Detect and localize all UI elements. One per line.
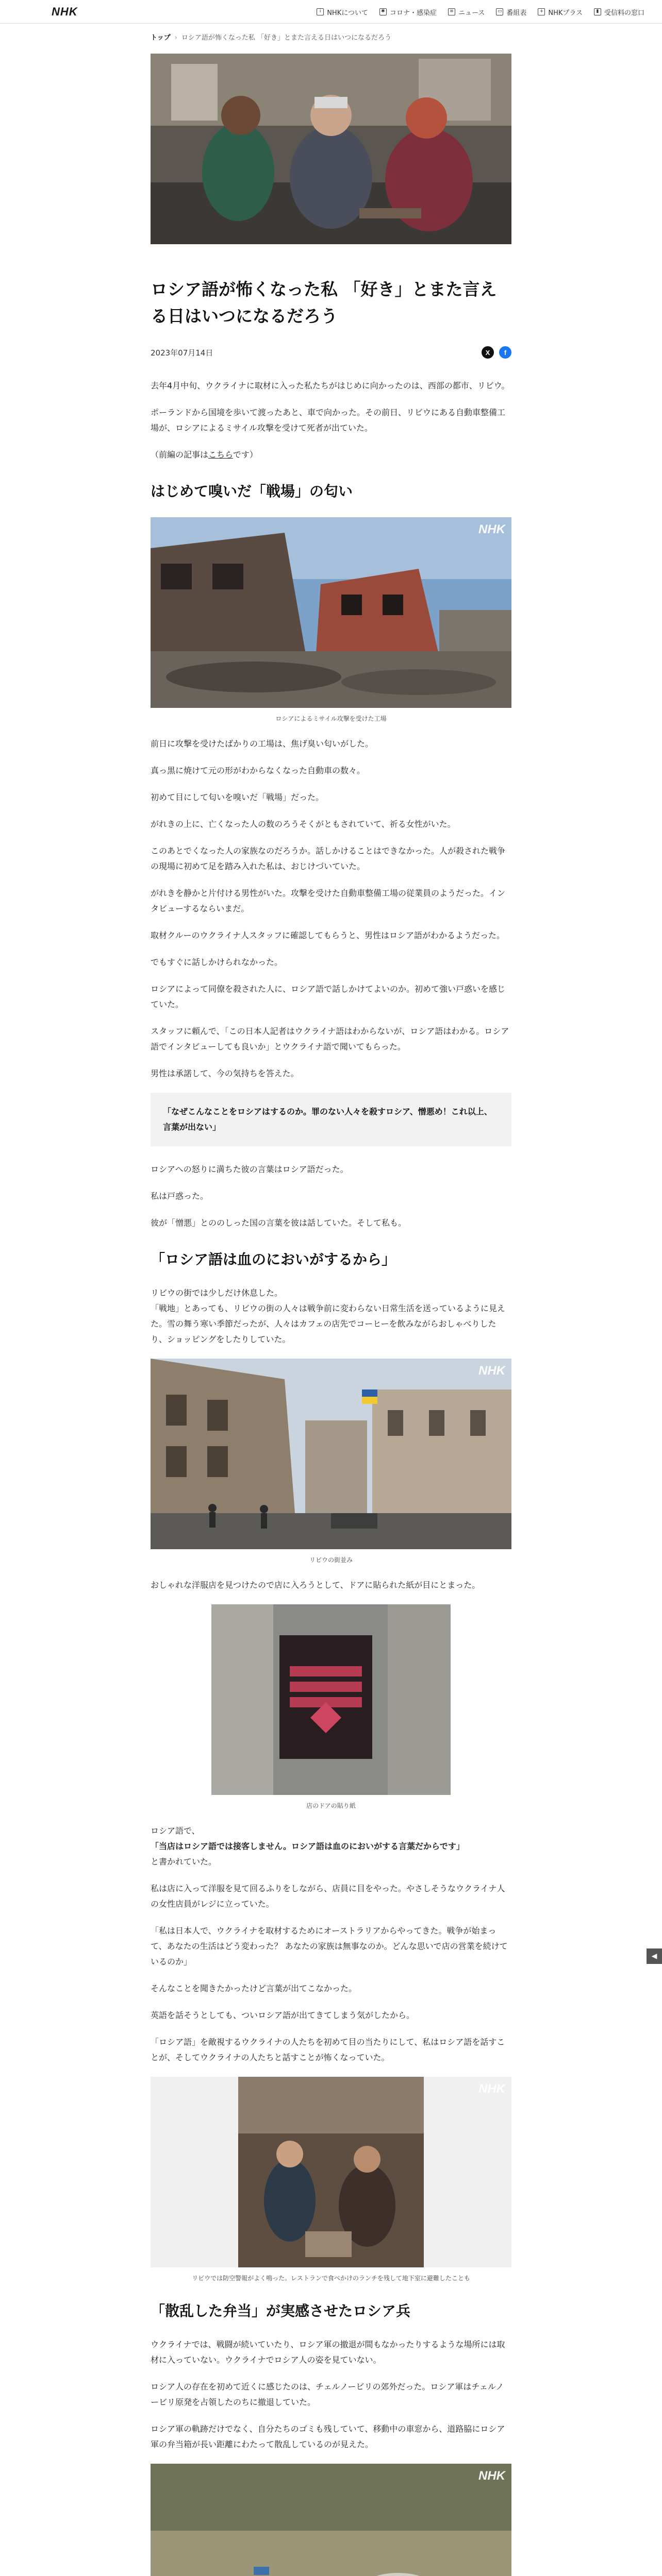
- nhk-watermark: NHK: [478, 2469, 505, 2483]
- nav-label: 番組表: [506, 9, 527, 17]
- tv-icon: ▭: [496, 8, 503, 15]
- publish-date: 2023年07月14日: [151, 348, 213, 358]
- lviv-street-photo: [151, 1359, 511, 1549]
- side-collapse-button[interactable]: ◀: [647, 1948, 662, 1964]
- nhk-logo[interactable]: NHK: [52, 5, 78, 18]
- hero-photo: [151, 54, 511, 244]
- paragraph: 真っ黒に焼けて元の形がわからなくなった自動車の数々。: [151, 766, 366, 775]
- top-nav: [317, 0, 644, 24]
- paragraph: そんなことを聞きたかったけど言葉が出てこなかった。: [151, 1984, 357, 1993]
- nav-label: 受信料の窓口: [604, 9, 644, 17]
- nav-item-schedule[interactable]: [496, 7, 526, 17]
- text: です）: [233, 450, 258, 460]
- paragraph: 私は店に入って洋服を見て回るふりをしながら、店員に目をやった。やさしそうなウクライナ人の女性店員がレジに立っていた。: [151, 1884, 505, 1909]
- nav-label: コロナ・感染症: [389, 9, 437, 17]
- nhk-watermark: NHK: [478, 522, 505, 536]
- paragraph: このあとでくなった人の家族なのだろうか。話しかけることはできなかった。人が殺された戦争の現場に初めて足を踏み入れた私は、おじけづいていた。: [151, 846, 506, 871]
- paragraph: 私は戸惑った。: [151, 1191, 209, 1201]
- paragraph: 去年4月中旬、ウクライナに取材に入った私たちがはじめに向かったのは、西部の都市、リビウ。: [151, 381, 510, 391]
- paragraph: 初めて目にして匂いを嗅いだ「戦場」だった。: [151, 792, 324, 802]
- paragraph: 「ロシア語」を敵視するウクライナの人たちを初めて目の当たりにして、私はロシア語を話すことが、そしてウクライナの人たちと話すことが怖くなっていた。: [151, 2037, 505, 2062]
- photo-caption: リビウの街並み: [309, 1556, 353, 1564]
- nav-item-news[interactable]: [448, 7, 485, 17]
- paragraph: 前日に攻撃を受けたばかりの工場は、焦げ臭い匂いがした。: [151, 739, 374, 749]
- factory-photo: [151, 517, 511, 708]
- factory-photo-illustration: [151, 517, 511, 708]
- breadcrumb-current: ロシア語が怖くなった私 「好き」とまた言える日はいつになるだろう: [181, 34, 391, 42]
- plus-icon: +: [538, 8, 545, 15]
- paragraph: ロシア軍の軌跡だけでなく、自分たちのゴミも残していて、移動中の車窓から、道路脇にロシア軍の弁当箱が長い距離にわたって散乱しているのが見えた。: [151, 2424, 505, 2449]
- section-heading: はじめて嗅いだ「戦場」の匂い: [151, 483, 353, 500]
- photo-caption: ロシアによるミサイル攻撃を受けた工場: [275, 715, 387, 722]
- paragraph-sign: [151, 1823, 511, 1870]
- interview-quote: 「なぜこんなことをロシアはするのか。罪のない人々を殺すロシア、憎悪め！これ以上、言葉が出ない」: [151, 1093, 511, 1146]
- nav-item-covid[interactable]: [379, 7, 437, 17]
- paragraph: ロシアへの怒りに満ちた彼の言葉はロシア語だった。: [151, 1164, 349, 1174]
- shop-door-illustration: [151, 1604, 511, 1795]
- paragraph: 彼が「憎悪」とののしった国の言葉を彼は話していた。そして私も。: [151, 1218, 407, 1228]
- paragraph: [151, 1285, 511, 1347]
- text: と書かれていた。: [151, 1857, 217, 1867]
- paragraph: でもすぐに話しかけられなかった。: [151, 957, 283, 967]
- section-heading: 「ロシア語は血のにおいがするから」: [151, 1251, 396, 1268]
- top-bar: [0, 0, 662, 24]
- paragraph: ポーランドから国境を歩いて渡ったあと、車で向かった。その前日、リビウにある自動車整備工場が、ロシアによるミサイル攻撃を受けて死者が出ていた。: [151, 408, 506, 433]
- garbage-photo: [151, 2464, 511, 2576]
- breadcrumb: [151, 32, 511, 42]
- nav-item-plus[interactable]: [538, 7, 583, 17]
- shop-door-photo: [151, 1604, 511, 1795]
- photo-caption: 店のドアの貼り紙: [306, 1802, 356, 1809]
- virus-icon: ✱: [379, 8, 387, 15]
- photo-caption: リビウでは防空警報がよく鳴った。レストランで食べかけのランチを残して地下室に避難したことも: [192, 2275, 470, 2282]
- paragraph: 「私は日本人で、ウクライナを取材するためにオーストラリアからやってきた。戦争が始まって、あなたの生活はどう変わった？ あなたの家族は無事なのか。どんな思いで店の営業を続けているのか」: [151, 1926, 508, 1967]
- paragraph: 取材クルーのウクライナ人スタッフに確認してもらうと、男性はロシア語がわかるようだった。: [151, 930, 505, 940]
- nav-label: NHKについて: [327, 9, 368, 17]
- paragraph: がれきを静かと片付ける男性がいた。攻撃を受けた自動車整備工場の従業員のようだった。インタビューするならいまだ。: [151, 888, 506, 913]
- article: [151, 54, 511, 2576]
- nav-label: NHKプラス: [548, 9, 583, 17]
- share-x-button[interactable]: X: [482, 346, 494, 359]
- section-heading: 「散乱した弁当」が実感させたロシア兵: [151, 2302, 411, 2319]
- paragraph: 男性は承諾して、今の気持ちを答えた。: [151, 1069, 299, 1078]
- nhk-watermark: NHK: [478, 1364, 505, 1378]
- nhk-watermark: NHK: [478, 2082, 505, 2096]
- paragraph: ロシアによって同僚を殺された人に、ロシア語で話しかけてよいのか。初めて強い戸惑いを感じていた。: [151, 984, 506, 1009]
- lviv-street-illustration: [151, 1359, 511, 1549]
- garbage-illustration: [151, 2464, 511, 2576]
- article-title: ロシア語が怖くなった私 「好き」とまた言える日はいつになるだろう: [151, 279, 497, 326]
- share-facebook-button[interactable]: f: [499, 346, 511, 359]
- signal-icon: ▮: [594, 8, 601, 15]
- nav-item-about[interactable]: [317, 7, 368, 17]
- text: （前編の記事は: [151, 450, 209, 460]
- paragraph-prev-article: [151, 447, 511, 463]
- hero-photo-illustration: [151, 54, 511, 244]
- prev-article-link[interactable]: こちら: [208, 450, 233, 460]
- chevron-right-icon: ›: [174, 34, 177, 42]
- paragraph: ウクライナでは、戦闘が続いていたり、ロシア軍の撤退が間もなかったりするような場所には取材に入っていない。ウクライナでロシア人の姿を見ていない。: [151, 2340, 505, 2365]
- news-icon: ≡: [448, 8, 455, 15]
- paragraph: がれきの上に、亡くなった人の数のろうそくがともされていて、祈る女性がいた。: [151, 819, 456, 829]
- paragraph: 英語を話そうとしても、ついロシア語が出てきてしまう気がしたから。: [151, 2010, 415, 2020]
- sign-text: 「当店はロシア語では接客しません。ロシア語は血のにおいがする言葉だからです」: [151, 1841, 465, 1851]
- info-icon: i: [317, 8, 324, 15]
- text: ロシア語で、: [151, 1826, 200, 1836]
- paragraph: おしゃれな洋服店を見つけたので店に入ろうとして、ドアに貼られた紙が目にとまった。: [151, 1580, 481, 1590]
- nav-label: ニュース: [458, 9, 485, 17]
- paragraph: ロシア人の存在を初めて近くに感じたのは、チェルノービリの郊外だった。ロシア軍はチェルノービリ原発を占領したのちに撤退していた。: [151, 2382, 504, 2407]
- shelter-illustration: [151, 2077, 511, 2267]
- shelter-photo: [151, 2077, 511, 2267]
- nav-item-fee[interactable]: [594, 7, 644, 17]
- text: リビウの街では少しだけ休息した。: [151, 1288, 283, 1298]
- breadcrumb-home[interactable]: トップ: [151, 34, 171, 42]
- share-buttons: [482, 346, 511, 359]
- paragraph: スタッフに頼んで、「この日本人記者はウクライナ語はわからないが、ロシア語はわかる。ロシア語でインタビューしても良いか」とウクライナ語で聞いてもらった。: [151, 1026, 509, 1052]
- article-meta: [151, 346, 511, 359]
- text: 「戦地」とあっても、リビウの街の人々は戦争前に変わらない日常生活を送っているように見えた。雪の舞う寒い季節だったが、人々はカフェの店先でコーヒーを飲みながらおしゃべりしたり、ショッピングをしたりしていた。: [151, 1303, 505, 1344]
